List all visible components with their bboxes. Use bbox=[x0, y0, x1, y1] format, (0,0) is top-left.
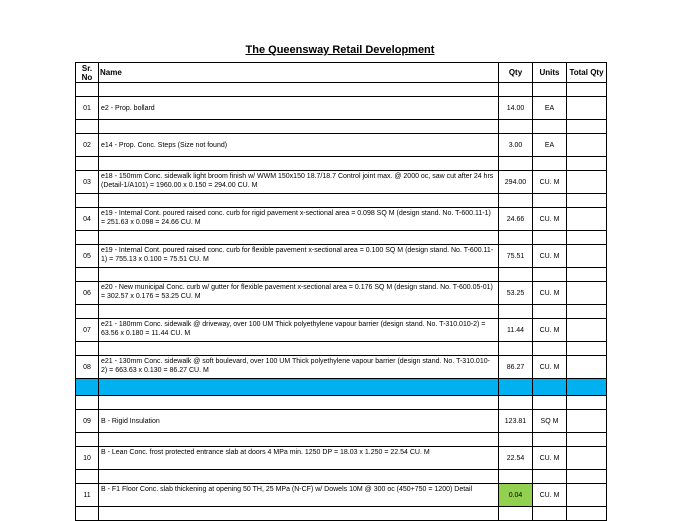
empty-cell bbox=[76, 433, 99, 447]
name-cell: e14 - Prop. Conc. Steps (Size not found) bbox=[99, 134, 499, 157]
empty-cell bbox=[499, 120, 533, 134]
total-qty-cell bbox=[567, 282, 607, 305]
name-cell: e2 - Prop. bollard bbox=[99, 97, 499, 120]
table-row bbox=[76, 282, 607, 305]
empty-cell bbox=[533, 396, 567, 410]
spacer-row bbox=[76, 342, 607, 356]
sr-no-cell: 03 bbox=[76, 171, 99, 194]
empty-cell bbox=[76, 268, 99, 282]
table-row bbox=[76, 97, 607, 120]
header-total-qty: Total Qty bbox=[567, 63, 607, 83]
empty-cell bbox=[533, 83, 567, 97]
units-cell: EA bbox=[533, 97, 567, 120]
qty-cell: 22.54 bbox=[499, 447, 533, 470]
section-divider-cell bbox=[567, 379, 607, 396]
total-qty-cell bbox=[567, 484, 607, 507]
total-qty-cell bbox=[567, 245, 607, 268]
sr-no-cell: 05 bbox=[76, 245, 99, 268]
empty-cell bbox=[499, 342, 533, 356]
empty-cell bbox=[567, 194, 607, 208]
units-cell: CU. M bbox=[533, 282, 567, 305]
units-cell: CU. M bbox=[533, 245, 567, 268]
empty-cell bbox=[499, 194, 533, 208]
spacer-row bbox=[76, 120, 607, 134]
empty-cell bbox=[567, 157, 607, 171]
total-qty-cell bbox=[567, 208, 607, 231]
quantity-table bbox=[75, 62, 607, 521]
sr-no-cell: 06 bbox=[76, 282, 99, 305]
empty-cell bbox=[99, 305, 499, 319]
empty-cell bbox=[533, 342, 567, 356]
sr-no-cell: 01 bbox=[76, 97, 99, 120]
sr-no-cell: 11 bbox=[76, 484, 99, 507]
name-cell: e19 - Internal Cont. poured raised conc. curb for rigid pavement x-sectional area = 0.098 SQ M (design stand. No. T-600.11-1) = 251.63 x 0.098 = 24.66 CU. M bbox=[99, 208, 499, 231]
document-title: The Queensway Retail Development bbox=[245, 44, 435, 56]
empty-cell bbox=[567, 470, 607, 484]
name-cell: B - Rigid Insulation bbox=[99, 410, 499, 433]
spacer-row bbox=[76, 470, 607, 484]
empty-cell bbox=[99, 231, 499, 245]
empty-cell bbox=[533, 470, 567, 484]
table-row bbox=[76, 447, 607, 470]
empty-cell bbox=[567, 342, 607, 356]
empty-cell bbox=[533, 433, 567, 447]
section-divider-cell bbox=[76, 379, 99, 396]
qty-cell: 14.00 bbox=[499, 97, 533, 120]
section-divider-cell bbox=[499, 379, 533, 396]
empty-cell bbox=[567, 507, 607, 521]
empty-cell bbox=[533, 268, 567, 282]
empty-cell bbox=[99, 120, 499, 134]
qty-cell: 75.51 bbox=[499, 245, 533, 268]
sr-no-cell: 08 bbox=[76, 356, 99, 379]
header-row bbox=[76, 63, 607, 83]
empty-cell bbox=[76, 194, 99, 208]
empty-cell bbox=[567, 396, 607, 410]
spacer-row bbox=[76, 396, 607, 410]
table-row bbox=[76, 171, 607, 194]
table-row bbox=[76, 356, 607, 379]
empty-cell bbox=[499, 433, 533, 447]
name-cell: e18 - 150mm Conc. sidewalk light broom finish w/ WWM 150x150 18.7/18.7 Control joint max. @ 2000 oc, saw cut after 24 hrs (Detail-1/A101) = 1960.00 x 0.150 = 294.00 CU. M bbox=[99, 171, 499, 194]
total-qty-cell bbox=[567, 134, 607, 157]
empty-cell bbox=[533, 231, 567, 245]
spacer-row bbox=[76, 305, 607, 319]
empty-cell bbox=[99, 396, 499, 410]
empty-cell bbox=[99, 342, 499, 356]
empty-cell bbox=[499, 470, 533, 484]
empty-cell bbox=[567, 83, 607, 97]
empty-cell bbox=[99, 83, 499, 97]
sr-no-cell: 02 bbox=[76, 134, 99, 157]
empty-cell bbox=[99, 268, 499, 282]
empty-cell bbox=[99, 194, 499, 208]
header-name: Name bbox=[99, 63, 499, 83]
empty-cell bbox=[76, 157, 99, 171]
empty-cell bbox=[499, 305, 533, 319]
units-cell: CU. M bbox=[533, 447, 567, 470]
empty-cell bbox=[499, 268, 533, 282]
total-qty-cell bbox=[567, 447, 607, 470]
total-qty-cell bbox=[567, 171, 607, 194]
empty-cell bbox=[76, 507, 99, 521]
units-cell: CU. M bbox=[533, 319, 567, 342]
sr-no-cell: 09 bbox=[76, 410, 99, 433]
name-cell: e19 - Internal Cont. poured raised conc. curb for flexible pavement x-sectional area = 0.100 SQ M (design stand. No. T-600.11-1) = 755.13 x 0.100 = 75.51 CU. M bbox=[99, 245, 499, 268]
name-cell: e21 - 130mm Conc. sidewalk @ soft boulevard, over 100 UM Thick polyethylene vapour barrier (design stand. No. T-310.010-2) = 663.63 x 0.130 = 86.27 CU. M bbox=[99, 356, 499, 379]
empty-cell bbox=[76, 305, 99, 319]
empty-cell bbox=[533, 157, 567, 171]
qty-cell: 123.81 bbox=[499, 410, 533, 433]
qty-cell: 0.04 bbox=[499, 484, 533, 507]
units-cell: CU. M bbox=[533, 484, 567, 507]
sr-no-cell: 10 bbox=[76, 447, 99, 470]
spacer-row bbox=[76, 83, 607, 97]
name-cell: e21 - 180mm Conc. sidewalk @ driveway, over 100 UM Thick polyethylene vapour barrier (design stand. No. T-310.010-2) = 63.56 x 0.180 = 11.44 CU. M bbox=[99, 319, 499, 342]
table-row bbox=[76, 245, 607, 268]
spacer-row bbox=[76, 433, 607, 447]
total-qty-cell bbox=[567, 356, 607, 379]
table-row bbox=[76, 208, 607, 231]
units-cell: SQ M bbox=[533, 410, 567, 433]
qty-cell: 11.44 bbox=[499, 319, 533, 342]
empty-cell bbox=[499, 396, 533, 410]
units-cell: CU. M bbox=[533, 171, 567, 194]
spacer-row bbox=[76, 194, 607, 208]
empty-cell bbox=[499, 157, 533, 171]
qty-cell: 24.66 bbox=[499, 208, 533, 231]
empty-cell bbox=[533, 194, 567, 208]
units-cell: EA bbox=[533, 134, 567, 157]
qty-cell: 53.25 bbox=[499, 282, 533, 305]
empty-cell bbox=[567, 120, 607, 134]
table-row bbox=[76, 410, 607, 433]
section-divider-cell bbox=[99, 379, 499, 396]
spacer-row bbox=[76, 157, 607, 171]
name-cell: B - F1 Floor Conc. slab thickening at opening 50 TH, 25 MPa (N-CF) w/ Dowels 10M @ 300 oc (450+750 = 1200) Detail bbox=[99, 484, 499, 507]
qty-cell: 3.00 bbox=[499, 134, 533, 157]
header-sr-no: Sr. No bbox=[76, 63, 99, 83]
qty-cell: 86.27 bbox=[499, 356, 533, 379]
empty-cell bbox=[567, 231, 607, 245]
units-cell: CU. M bbox=[533, 208, 567, 231]
empty-cell bbox=[499, 231, 533, 245]
header-units: Units bbox=[533, 63, 567, 83]
empty-cell bbox=[567, 433, 607, 447]
empty-cell bbox=[533, 507, 567, 521]
sr-no-cell: 07 bbox=[76, 319, 99, 342]
empty-cell bbox=[76, 342, 99, 356]
spacer-row bbox=[76, 268, 607, 282]
section-divider-cell bbox=[533, 379, 567, 396]
total-qty-cell bbox=[567, 97, 607, 120]
empty-cell bbox=[76, 120, 99, 134]
name-cell: B - Lean Conc. frost protected entrance slab at doors 4 MPa min. 1250 DP = 18.03 x 1.250 = 22.54 CU. M bbox=[99, 447, 499, 470]
table-row bbox=[76, 134, 607, 157]
empty-cell bbox=[533, 305, 567, 319]
table-row bbox=[76, 319, 607, 342]
empty-cell bbox=[567, 268, 607, 282]
header-qty: Qty bbox=[499, 63, 533, 83]
total-qty-cell bbox=[567, 410, 607, 433]
empty-cell bbox=[99, 433, 499, 447]
empty-cell bbox=[76, 396, 99, 410]
table-row bbox=[76, 484, 607, 507]
empty-cell bbox=[99, 507, 499, 521]
empty-cell bbox=[99, 157, 499, 171]
section-divider-row bbox=[76, 379, 607, 396]
empty-cell bbox=[499, 507, 533, 521]
spacer-row bbox=[76, 231, 607, 245]
empty-cell bbox=[76, 83, 99, 97]
units-cell: CU. M bbox=[533, 356, 567, 379]
empty-cell bbox=[76, 470, 99, 484]
qty-cell: 294.00 bbox=[499, 171, 533, 194]
total-qty-cell bbox=[567, 319, 607, 342]
empty-cell bbox=[76, 231, 99, 245]
empty-cell bbox=[99, 470, 499, 484]
sr-no-cell: 04 bbox=[76, 208, 99, 231]
empty-cell bbox=[567, 305, 607, 319]
name-cell: e20 - New municipal Conc. curb w/ gutter for flexible pavement x-sectional area = 0.176 SQ M (design stand. No. T-600.05-01) = 302.57 x 0.176 = 53.25 CU. M bbox=[99, 282, 499, 305]
spacer-row bbox=[76, 507, 607, 521]
empty-cell bbox=[533, 120, 567, 134]
empty-cell bbox=[499, 83, 533, 97]
